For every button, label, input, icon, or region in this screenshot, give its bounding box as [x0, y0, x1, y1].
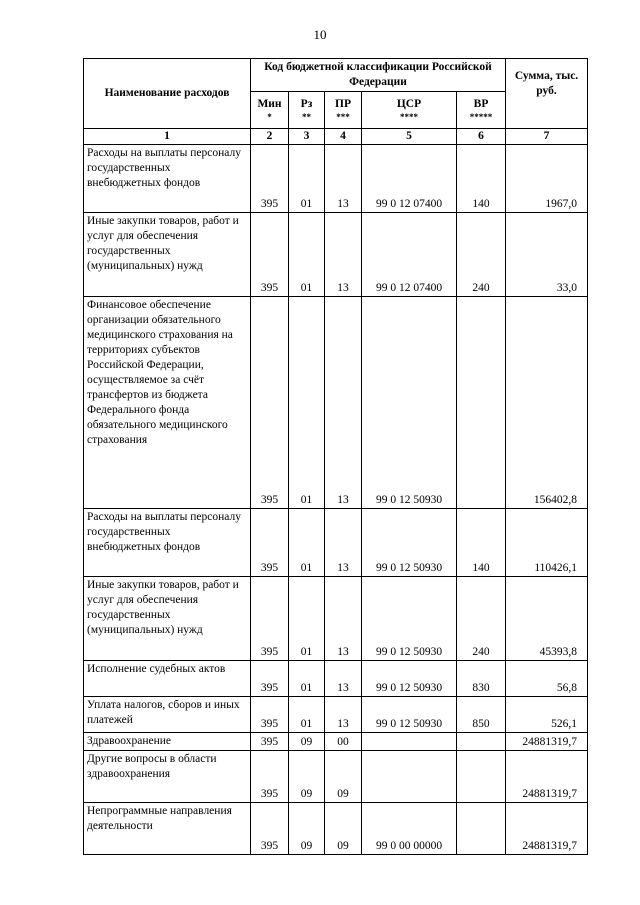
row-rz: 09 [289, 803, 325, 855]
row-csr [362, 751, 457, 803]
budget-table [83, 58, 588, 855]
row-sum: 24881319,7 [506, 803, 588, 855]
row-csr: 99 0 12 50930 [362, 509, 457, 577]
row-rz: 01 [289, 297, 325, 509]
row-pr: 13 [325, 145, 362, 213]
row-name: Непрограммные направления деятельности [84, 803, 251, 855]
column-number: 4 [325, 129, 362, 145]
table-row [84, 213, 588, 297]
row-sum: 33,0 [506, 213, 588, 297]
row-csr: 99 0 12 50930 [362, 577, 457, 661]
table-row [84, 509, 588, 577]
row-min: 395 [251, 297, 289, 509]
row-min: 395 [251, 733, 289, 751]
row-name: Иные закупки товаров, работ и услуг для обеспечения государственных (муниципальных) нужд [84, 213, 251, 297]
row-min: 395 [251, 145, 289, 213]
row-min: 395 [251, 751, 289, 803]
row-csr: 99 0 12 07400 [362, 145, 457, 213]
row-sum: 156402,8 [506, 297, 588, 509]
row-min: 395 [251, 697, 289, 733]
row-min: 395 [251, 661, 289, 697]
row-name: Расходы на выплаты персоналу государственных внебюджетных фондов [84, 145, 251, 213]
row-pr: 13 [325, 297, 362, 509]
column-number: 2 [251, 129, 289, 145]
row-pr: 13 [325, 661, 362, 697]
header-name: Наименование расходов [84, 59, 251, 129]
page-number: 10 [313, 27, 327, 42]
row-name: Другие вопросы в области здравоохранения [84, 751, 251, 803]
row-min: 395 [251, 577, 289, 661]
row-rz: 09 [289, 733, 325, 751]
row-pr: 09 [325, 803, 362, 855]
table-row [84, 751, 588, 803]
header-sum: Сумма, тыс. руб. [506, 59, 588, 129]
row-vr: 140 [457, 145, 506, 213]
row-rz: 01 [289, 697, 325, 733]
row-name: Исполнение судебных актов [84, 661, 251, 697]
row-vr: 140 [457, 509, 506, 577]
row-sum: 45393,8 [506, 577, 588, 661]
table-row [84, 733, 588, 751]
row-min: 395 [251, 803, 289, 855]
row-csr: 99 0 12 50930 [362, 697, 457, 733]
row-csr: 99 0 12 07400 [362, 213, 457, 297]
row-vr [457, 803, 506, 855]
row-vr: 240 [457, 577, 506, 661]
row-pr: 13 [325, 509, 362, 577]
row-pr: 13 [325, 697, 362, 733]
table-row [84, 661, 588, 697]
row-rz: 09 [289, 751, 325, 803]
row-sum: 110426,1 [506, 509, 588, 577]
row-vr [457, 751, 506, 803]
row-name: Финансовое обеспечение организации обязательного медицинского страхования на территориях субъектов Российской Федерации, осуществляемое за счёт трансфертов из бюджета Федерального фонда обязательного медицинского страхования [84, 297, 251, 509]
row-sum: 1967,0 [506, 145, 588, 213]
row-sum: 56,8 [506, 661, 588, 697]
row-vr: 850 [457, 697, 506, 733]
row-sum: 24881319,7 [506, 733, 588, 751]
table-row [84, 145, 588, 213]
row-csr [362, 733, 457, 751]
header-rz: Рз ** [289, 92, 325, 129]
row-rz: 01 [289, 213, 325, 297]
row-pr: 00 [325, 733, 362, 751]
row-min: 395 [251, 213, 289, 297]
row-pr: 13 [325, 213, 362, 297]
header-vr: ВР ***** [457, 92, 506, 129]
row-rz: 01 [289, 509, 325, 577]
column-numbering-row [84, 129, 588, 145]
header-code-group: Код бюджетной классификации Российской Федерации [251, 59, 506, 92]
header-min: Мин * [251, 92, 289, 129]
row-min: 395 [251, 509, 289, 577]
row-csr: 99 0 12 50930 [362, 661, 457, 697]
row-rz: 01 [289, 145, 325, 213]
row-sum: 24881319,7 [506, 751, 588, 803]
row-vr: 240 [457, 213, 506, 297]
row-pr: 13 [325, 577, 362, 661]
row-sum: 526,1 [506, 697, 588, 733]
row-name: Уплата налогов, сборов и иных платежей [84, 697, 251, 733]
column-number: 3 [289, 129, 325, 145]
header-csr: ЦСР **** [362, 92, 457, 129]
row-vr [457, 297, 506, 509]
row-rz: 01 [289, 661, 325, 697]
row-name: Иные закупки товаров, работ и услуг для обеспечения государственных (муниципальных) нужд [84, 577, 251, 661]
row-name: Здравоохранение [84, 733, 251, 751]
table-row [84, 577, 588, 661]
column-number: 5 [362, 129, 457, 145]
header-pr: ПР *** [325, 92, 362, 129]
row-pr: 09 [325, 751, 362, 803]
row-name: Расходы на выплаты персоналу государственных внебюджетных фондов [84, 509, 251, 577]
row-csr: 99 0 12 50930 [362, 297, 457, 509]
table-row [84, 297, 588, 509]
table-row [84, 697, 588, 733]
row-vr: 830 [457, 661, 506, 697]
column-number: 1 [84, 129, 251, 145]
table-row [84, 803, 588, 855]
row-csr: 99 0 00 00000 [362, 803, 457, 855]
row-vr [457, 733, 506, 751]
row-rz: 01 [289, 577, 325, 661]
column-number: 6 [457, 129, 506, 145]
column-number: 7 [506, 129, 588, 145]
